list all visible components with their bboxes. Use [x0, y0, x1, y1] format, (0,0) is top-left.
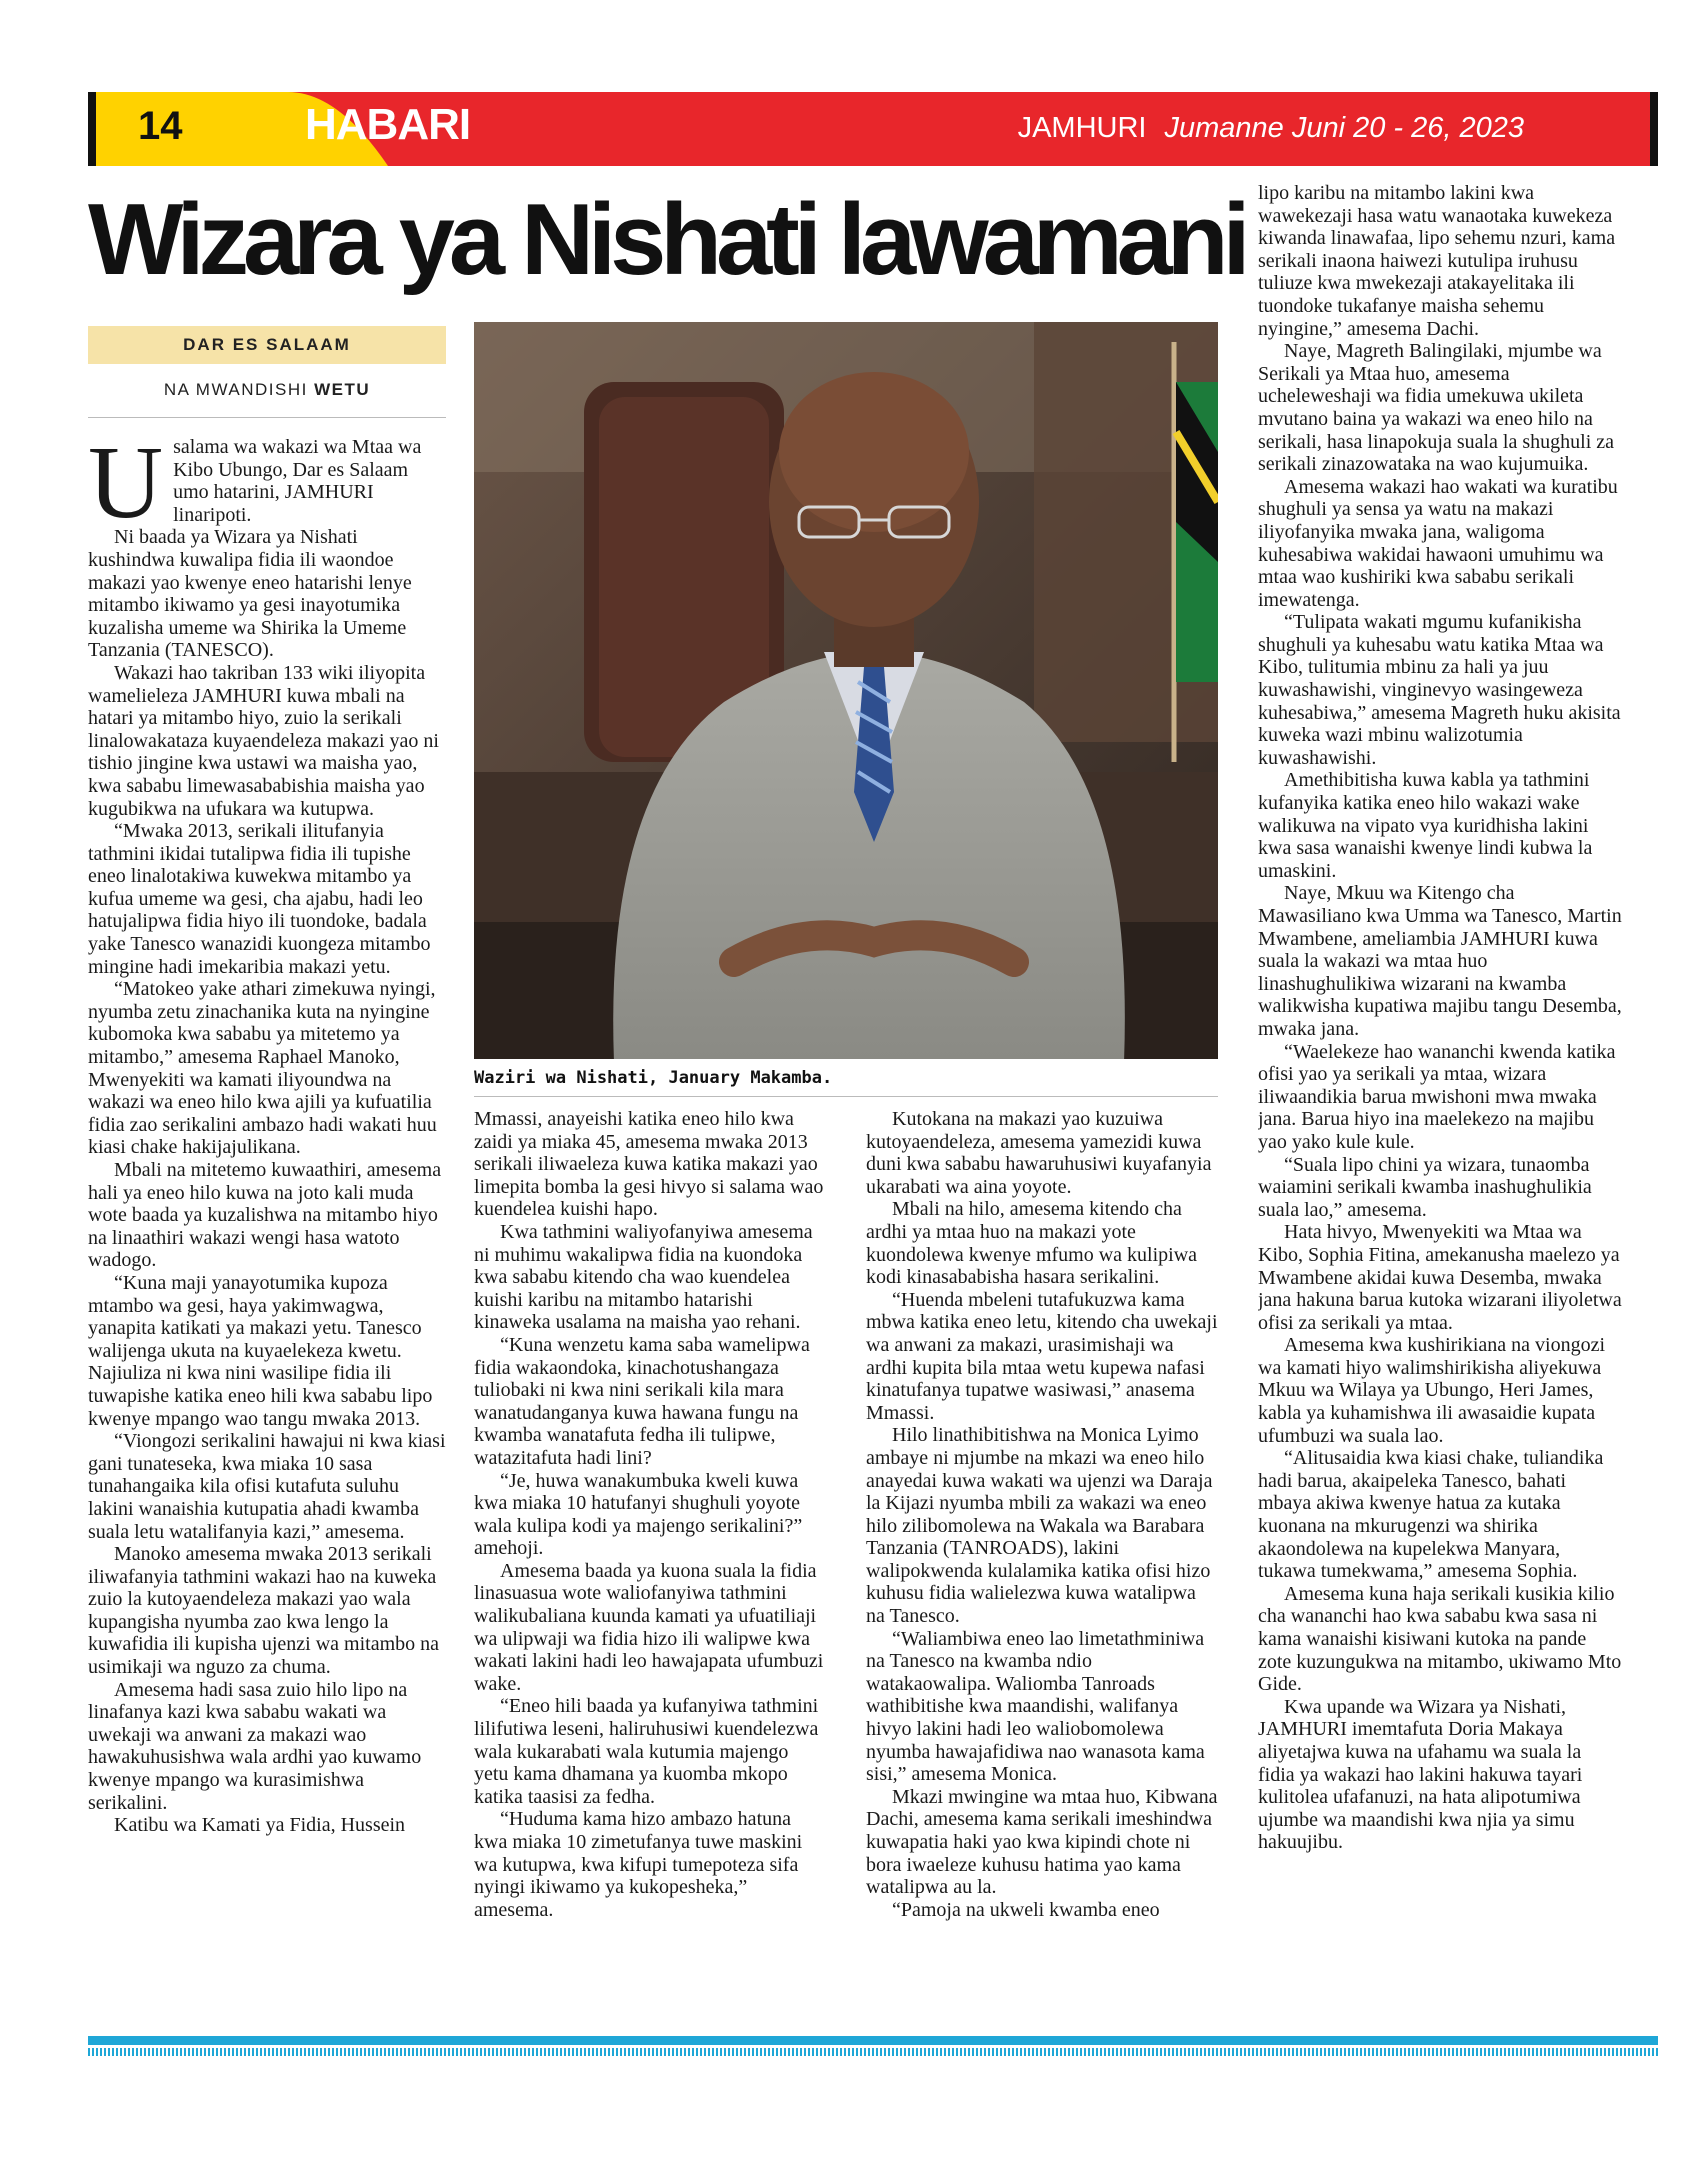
paragraph: Naye, Magreth Balingilaki, mjumbe wa Serikali ya Mtaa huo, amesema ucheleweshaji wa fidia umekuwa ukileta mvutano baina ya wakazi wa eneo hilo na serikali, hasa linapokuja suala la shughuli za serikali zinazowataka na wao kujumuika.: [1258, 340, 1615, 476]
byline-prefix: NA MWANDISHI: [163, 380, 308, 399]
paragraph: Ni baada ya Wizara ya Nishati kushindwa kuwalipa fidia ili waondoe makazi yao kwenye eneo hatarishi lenye mitambo ikiwamo ya gesi inayotumika kuzalisha umeme wa Shirika la Umeme Tanzania (TANESCO).: [88, 526, 412, 662]
paragraph: Amesema kwa kushirikiana na viongozi wa kamati hiyo walimshirikisha aliyekuwa Mkuu wa Wilaya ya Ubungo, Heri James, kabla ya kuhamishwa ili awasaidie kupata ufumbuzi wa suala lao.: [1258, 1334, 1606, 1447]
paragraph: Kutokana na makazi yao kuzuiwa kutoyaendeleza, amesema yamezidi kuwa duni kwa sababu hawaruhusiwi kuyafanyia ukarabati wa aina yoyote.: [866, 1108, 1212, 1198]
header-right-rule: [1650, 92, 1658, 166]
paragraph: “Tulipata wakati mgumu kufanikisha shughuli ya kuhesabu watu katika Mtaa wa Kibo, tulitumia mbinu za hali ya juu kuwashawishi, vinginevyo wasingeweza kuhesabiwa,” amesema Magreth huku akisita kuweka wazi mbinu walizotumia kuwashawishi.: [1258, 611, 1621, 769]
minister-photo-illustration: [474, 322, 1218, 1059]
paragraph: Manoko amesema mwaka 2013 serikali iliwafanyia tathmini wakazi hao na kuweka zuio la kutoyaendeleza makazi yao wala kupangisha nyumba zao kwa lengo la kuwafidia ili kupisha ujenzi wa mitambo na usimikaji wa nguzo za chuma.: [88, 1543, 440, 1679]
paragraph: salama wa wakazi wa Mtaa wa Kibo Ubungo, Dar es Salaam umo hatarini, JAMHURI linaripoti.: [173, 436, 422, 526]
paragraph: Amesema wakazi hao wakati wa kuratibu shughuli ya sensa ya watu na makazi iliyofanyika mwaka jana, waligoma kuhesabiwa wakidai hawaoni umuhimu wa mtaa wao kushiriki kwa sababu serikali imewatenga.: [1258, 475, 1618, 611]
article-column-3: [866, 1108, 1218, 2016]
paragraph: Mmassi, anayeishi katika eneo hilo kwa zaidi ya miaka 45, amesema mwaka 2013 serikali iliwaeleza kuwa katika makazi yao limepita bomba la gesi hivyo si salama wao kuendelea kuishi hapo.: [474, 1108, 824, 1221]
paragraph: “Eneo hili baada ya kufanyiwa tathmini lilifutiwa leseni, haliruhusiwi kuendelezwa wala kukarabati wala kutumia majengo yetu kama dhamana ya kuomba mkopo katika taasisi za fedha.: [474, 1695, 819, 1808]
paragraph: Kwa upande wa Wizara ya Nishati, JAMHURI imemtafuta Doria Makaya aliyetajwa kuwa na ufahamu wa suala la fidia ya wakazi hao lakini hakuwa tayari kulitolea ufafanuzi, na hata alipotumiwa ujumbe wa maandishi kwa njia ya simu hakuujibu.: [1258, 1695, 1583, 1854]
byline-divider: [88, 417, 446, 418]
paragraph: Katibu wa Kamati ya Fidia, Hussein: [114, 1814, 406, 1837]
paragraph: Kwa tathmini waliyofanyiwa amesema ni muhimu wakalipwa fidia na kuondoka kwa sababu kitendo cha wao kuendelea kuishi karibu na mitambo hatarishi kinaweka usalama na maisha yao rehani.: [474, 1220, 813, 1334]
paragraph: “Waelekeze hao wananchi kwenda katika ofisi yao ya serikali ya mtaa, wizara iliwaandikia barua mwishoni mwa mwaka jana. Barua hiyo ina maelekezo na majibu yao yako kule kule.: [1258, 1040, 1616, 1153]
paragraph: “Je, huwa wanakumbuka kweli kuwa kwa miaka 10 hatufanyi shughuli yoyote wala kulipa kodi ya majengo serikalini?” amehoji.: [474, 1469, 803, 1560]
paragraph: Amesema kuna haja serikali kusikia kilio cha wananchi hao kwa sababu kwa sasa ni kama wanaishi kisiwani kutoka na pande zote kuzungukwa na mitambo, ukiwamo Mto Gide.: [1258, 1582, 1622, 1696]
paragraph: Mkazi mwingine wa mtaa huo, Kibwana Dachi, amesema kama serikali imeshindwa kuwapatia haki yao kwa kipindi chote ni bora iwaeleze kuhusu hatima yao kama watalipwa au la.: [866, 1785, 1218, 1899]
paragraph: “Waliambiwa eneo lao limetathminiwa na Tanesco na kwamba ndio watakaowalipa. Waliomba Tanroads wathibitishe kwa maandishi, walifanya hivyo lakini hadi leo waliobomolewa nyumba hawajafidiwa nao wanasota kama sisi,” amesema Monica.: [866, 1627, 1205, 1786]
paragraph: “Huenda mbeleni tutafukuzwa kama mbwa katika eneo letu, kitendo cha uwekaji wa anwani za makazi, urasimishaji wa ardhi kupita bila mtaa wetu kupewa nafasi kinatufanya tupatwe wasiwasi,” anasema Mmassi.: [866, 1288, 1218, 1424]
issue-date: Jumanne Juni 20 - 26, 2023: [1164, 112, 1524, 144]
issue-info: [1018, 112, 1524, 145]
paragraph: “Viongozi serikalini hawajui ni kwa kiasi gani tunateseka, kwa miaka 10 sasa tunahangaika kila ofisi kutafuta suluhu lakini wanaishia kutupatia ahadi kwamba suala letu watalifanyia kazi,” amesema.: [88, 1430, 446, 1543]
dateline: DAR ES SALAAM: [88, 326, 446, 364]
paragraph: lipo karibu na mitambo lakini kwa wawekezaji hasa watu wanaotaka kuwekeza kiwanda linawafaa, lipo sehemu nzuri, kama serikali inaona haiwezi kutulipa iruhusu tuliuze kwa mwekezaji atakayelitaka ili tuondoke tukafanye maisha sehemu nyingine,” amesema Dachi.: [1258, 182, 1616, 340]
drop-cap: U: [88, 436, 164, 540]
byline: [88, 380, 446, 400]
article-photo: [474, 322, 1218, 1059]
photo-caption: Waziri wa Nishati, January Makamba.: [474, 1068, 833, 1088]
footer-stripe: [88, 2048, 1658, 2056]
paragraph: “Mwaka 2013, serikali ilitufanyia tathmini ikidai tutalipwa fidia ili tupishe eneo linalotakiwa kuwekwa mitambo ya kufua umeme wa gesi, cha ajabu, hadi leo hatujalipwa fidia hiyo ili tuondoke, badala yake Tanesco wanazidi kuongeza mitambo mingine hadi imekaribia makazi yetu.: [88, 820, 431, 978]
paragraph: “Pamoja na ukweli kwamba eneo: [892, 1898, 1160, 1921]
article-column-4: [1258, 182, 1622, 2016]
headline: Wizara ya Nishati lawamani: [88, 184, 1245, 296]
paragraph: “Matokeo yake athari zimekuwa nyingi, nyumba zetu zinachanika kuta na nyingine kubomoka kwa sababu ya mitetemo ya mitambo,” amesema Raphael Manoko, Mwenyekiti wa kamati iliyoundwa na wakazi wa eneo hilo kwa ajili ya kufuatilia fidia zao serikalini ambazo hadi wakati huu kiasi chake hakijajulikana.: [88, 978, 437, 1159]
paragraph: Mbali na mitetemo kuwaathiri, amesema hali ya eneo hilo kuwa na joto kali muda wote baada ya kuzalishwa na mitambo hiyo na linaathiri wakazi wengi hasa watoto wadogo.: [88, 1159, 442, 1272]
paragraph: Amesema hadi sasa zuio hilo lipo na linafanya kazi kwa sababu wakati wa uwekaji wa anwani za makazi wao hawakuhusishwa wala ardhi yao kuwamo kwenye mpango wa kurasimishwa serikalini.: [88, 1678, 422, 1814]
caption-divider: [474, 1096, 1218, 1097]
paragraph: “Kuna wenzetu kama saba wamelipwa fidia wakaondoka, kinachotushangaza tuliobaki ni kwa nini serikali kila mara wanatudanganya kuwa hawana fungu na kwamba wanatafuta fedha ili tulipwe, watazitafuta hadi lini?: [474, 1333, 810, 1469]
article-column-1: [88, 436, 448, 2016]
byline-author: WETU: [314, 380, 371, 399]
footer-rule: [88, 2036, 1658, 2045]
paragraph: “Suala lipo chini ya wizara, tunaomba waiamini serikali kwamba inashughulikia suala lao,” amesema.: [1258, 1153, 1592, 1221]
section-name: HABARI: [305, 100, 471, 149]
paragraph: Wakazi hao takriban 133 wiki iliyopita wamelieleza JAMHURI kuwa mbali na hatari ya mitambo hiyo, zuio la serikali linalowakataza kuyaendeleza makazi yao ni tishio jingine kwa ustawi wa maisha yao, kwa sababu limewasababishia maisha yao kugubikwa na ufukara wa kutupwa.: [88, 661, 439, 820]
paragraph: Naye, Mkuu wa Kitengo cha Mawasiliano kwa Umma wa Tanesco, Martin Mwambene, ameliambia JAMHURI kuwa suala la wakazi wa mtaa huo linashughulikiwa wizarani na kwamba walikwisha kupatiwa majibu tangu Desemba, mwaka jana.: [1258, 882, 1622, 1040]
publication-name: JAMHURI: [1017, 112, 1147, 144]
paragraph: Mbali na hilo, amesema kitendo cha ardhi ya mtaa huo na makazi yote kuondolewa kwenye mfumo wa kulipiwa kodi kinasababisha hasara serikalini.: [866, 1198, 1198, 1289]
paragraph: Hata hivyo, Mwenyekiti wa Mtaa wa Kibo, Sophia Fitina, amekanusha maelezo ya Mwambene akidai kuwa Desemba, mwaka jana hakuna barua kutoka wizarani iliyoletwa ofisi za serikali ya mtaa.: [1258, 1221, 1622, 1334]
article-column-2: [474, 1108, 824, 2016]
header-left-rule: [88, 92, 96, 166]
paragraph: Amesema baada ya kuona suala la fidia linasuasua wote waliofanyiwa tathmini walikubaliana kuunda kamati ya ufuatiliaji wa ulipwaji wa fidia hizo ili walipwe kwa wakati lakini hadi leo hawajapata ufumbuzi wake.: [474, 1559, 824, 1695]
paragraph: Hilo linathibitishwa na Monica Lyimo ambaye ni mjumbe na mkazi wa eneo hilo anayedai kuwa wakati wa ujenzi wa Daraja la Kijazi nyumba mbili za wakazi wa eneo hilo zilibomolewa na Wakala wa Barabara Tanzania (TANROADS), lakini walipokwenda kulalamika katika ofisi hizo kuhusu fidia walielezwa kuwa watalipwa na Tanesco.: [866, 1424, 1213, 1628]
page-number: 14: [138, 104, 183, 148]
paragraph: “Huduma kama hizo ambazo hatuna kwa miaka 10 zimetufanya tuwe maskini wa kutupwa, kwa kifupi tumepoteza sifa nyingi ikiwamo ya kukopesheka,” amesema.: [474, 1808, 803, 1921]
paragraph: Amethibitisha kuwa kabla ya tathmini kufanyika katika eneo hilo wakazi wake walikuwa na vipato vya kuridhisha lakini kwa sasa wanaishi kwenye lindi kubwa la umaskini.: [1258, 769, 1593, 882]
paragraph: “Kuna maji yanayotumika kupoza mtambo wa gesi, haya yakimwagwa, yanapita katikati ya makazi yetu. Tanesco walijenga ukuta na kuyaelekeza kwetu. Najiuliza ni kwa nini wasilipe fidia ili tuwapishe katika eneo hili kwa sababu lipo kwenye mpango wao tangu mwaka 2013.: [88, 1271, 433, 1430]
paragraph: “Alitusaidia kwa kiasi chake, tuliandika hadi barua, akaipeleka Tanesco, bahati mbaya akiwa kwenye hatua za kutaka kuonana na mkurugenzi wa shirika akaondolewa na kupelekwa Manyara, tukawa tumekwama,” amesema Sophia.: [1258, 1447, 1604, 1583]
